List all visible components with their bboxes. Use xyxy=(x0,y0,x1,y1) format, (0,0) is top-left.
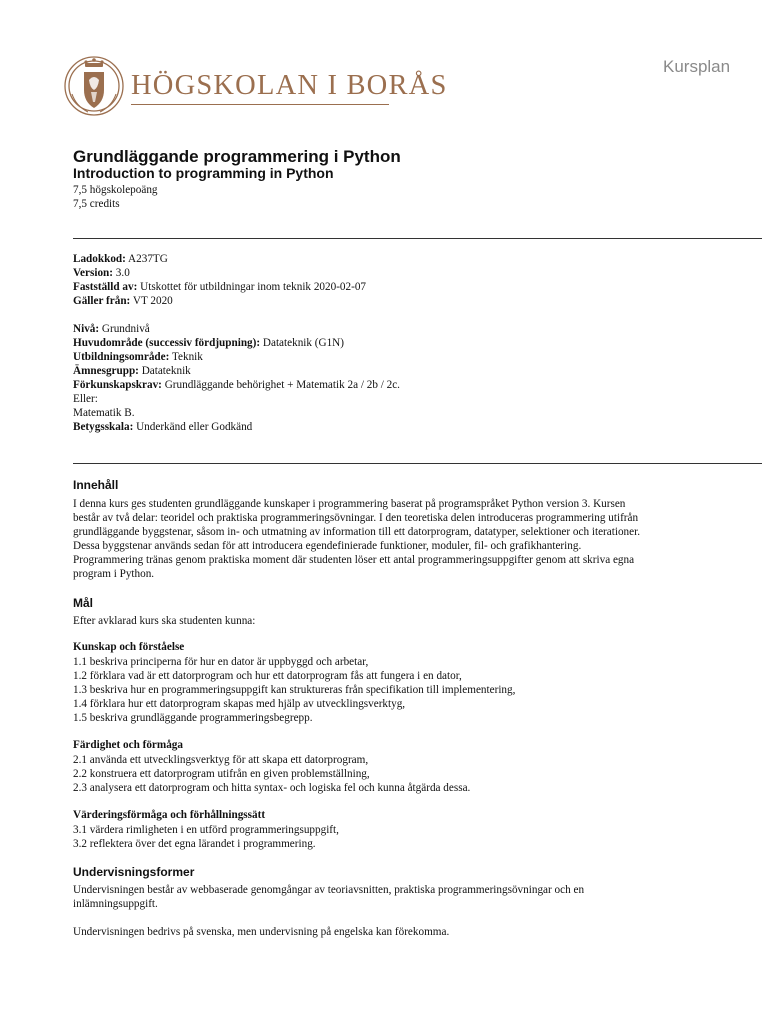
meta-value: Datateknik xyxy=(141,365,191,377)
list-item: 3.2 reflektera över det egna lärandet i programmering. xyxy=(73,838,316,850)
meta-label: Huvudområde (successiv fördjupning): xyxy=(73,337,261,349)
meta-value: Grundnivå xyxy=(101,323,150,335)
meta-label: Ladokkod: xyxy=(73,253,126,265)
meta-value: Utskottet för utbildningar inom teknik 2020-02-07 xyxy=(140,281,367,293)
text-line: består av två delar: teoridel och praktiska programmeringsövningar. I den teoretiska delen introduceras programmering utifrån xyxy=(73,512,639,524)
meta-value: Grundläggande behörighet + Matematik 2a / 2b / 2c. xyxy=(164,379,400,391)
text-line: grundläggande byggstenar, såsom in- och utmatning av information till ett datorprogram, datatyper, selektioner och iterationer. xyxy=(73,526,641,538)
meta-value: VT 2020 xyxy=(132,295,173,307)
text-line: Undervisningen består av webbaserade genomgångar av teoriavsnitten, praktiska programmeringsövningar och en xyxy=(73,884,585,896)
course-title-en: Introduction to programming in Python xyxy=(73,165,334,181)
meta-value: Underkänd eller Godkänd xyxy=(136,421,253,433)
subheading-kunskap: Kunskap och förståelse xyxy=(73,641,185,653)
subheading-fardighet: Färdighet och förmåga xyxy=(73,739,183,751)
list-item: 2.3 analysera ett datorprogram och hitta syntax- och logiska fel och kunna åtgärda dessa. xyxy=(73,782,471,794)
undervisning-paragraph-1 xyxy=(73,883,763,911)
meta-label: Fastställd av: xyxy=(73,281,138,293)
kunskap-list xyxy=(73,655,763,725)
meta-label: Nivå: xyxy=(73,323,100,335)
text-line: Programmering tränas genom praktiska moment där studenten löser ett antal programmeringsuppgifter genom att skriva egna xyxy=(73,554,635,566)
meta-niva xyxy=(73,322,150,336)
meta-utbildningsomrade xyxy=(73,350,203,364)
divider xyxy=(73,463,762,464)
meta-faststalld xyxy=(73,280,366,294)
meta-version xyxy=(73,266,130,280)
list-item: 1.3 beskriva hur en programmeringsuppgift kan struktureras från specifikation till implementering, xyxy=(73,684,516,696)
list-item: 3.1 värdera rimligheten i en utförd programmeringsuppgift, xyxy=(73,824,339,836)
meta-label: Gäller från: xyxy=(73,295,131,307)
innehall-paragraph xyxy=(73,497,763,581)
text-line: I denna kurs ges studenten grundläggande kunskaper i programmering baserat på programspråket Python version 3. Kursen xyxy=(73,498,626,510)
meta-value: Teknik xyxy=(171,351,203,363)
credits-sv: 7,5 högskolepoäng xyxy=(73,184,158,196)
text-line: inlämningsuppgift. xyxy=(73,898,158,910)
credits-en: 7,5 credits xyxy=(73,198,120,210)
vardering-list xyxy=(73,823,763,851)
meta-label: Version: xyxy=(73,267,113,279)
undervisning-paragraph-2 xyxy=(73,925,763,939)
section-heading-innehall: Innehåll xyxy=(73,478,119,492)
document-type-label: Kursplan xyxy=(663,57,731,76)
meta-huvudomrade xyxy=(73,336,344,350)
list-item: 2.1 använda ett utvecklingsverktyg för att skapa ett datorprogram, xyxy=(73,754,369,766)
meta-eller: Eller: xyxy=(73,393,98,405)
meta-label: Förkunskapskrav: xyxy=(73,379,162,391)
meta-label: Betygsskala: xyxy=(73,421,134,433)
meta-label: Utbildningsområde: xyxy=(73,351,170,363)
meta-value: A237TG xyxy=(128,253,168,265)
meta-label: Ämnesgrupp: xyxy=(73,365,139,377)
list-item: 1.2 förklara vad är ett datorprogram och hur ett datorprogram fås att fungera i en dator, xyxy=(73,670,462,682)
divider xyxy=(73,238,762,239)
meta-value: 3.0 xyxy=(115,267,130,279)
course-title-sv: Grundläggande programmering i Python xyxy=(73,147,401,166)
meta-amnesgrupp xyxy=(73,364,191,378)
text-line: Undervisningen bedrivs på svenska, men undervisning på engelska kan förekomma. xyxy=(73,926,450,938)
subheading-vardering: Värderingsförmåga och förhållningssätt xyxy=(73,809,266,821)
meta-galler-fran xyxy=(73,294,173,308)
logo-underline xyxy=(131,104,389,105)
list-item: 2.2 konstruera ett datorprogram utifrån en given problemställning, xyxy=(73,768,370,780)
meta-forkunskapskrav xyxy=(73,378,400,392)
meta-matematik: Matematik B. xyxy=(73,407,135,419)
mal-intro: Efter avklarad kurs ska studenten kunna: xyxy=(73,615,256,627)
text-line: program i Python. xyxy=(73,568,155,580)
section-heading-mal: Mål xyxy=(73,596,94,610)
university-name-logo: HÖGSKOLAN I BORÅS xyxy=(131,70,448,101)
list-item: 1.4 förklara hur ett datorprogram skapas med hjälp av utvecklingsverktyg, xyxy=(73,698,406,710)
text-line: Dessa byggstenar används sedan för att introducera egendefinierade funktioner, moduler, fil- och grafikhantering. xyxy=(73,540,582,552)
meta-value: Datateknik (G1N) xyxy=(262,337,344,349)
list-item: 1.5 beskriva grundläggande programmeringsbegrepp. xyxy=(73,712,313,724)
fardighet-list xyxy=(73,753,763,795)
section-heading-undervisningsformer: Undervisningsformer xyxy=(73,865,195,879)
list-item: 1.1 beskriva principerna för hur en dator är uppbyggd och arbetar, xyxy=(73,656,369,668)
meta-betygsskala xyxy=(73,420,252,434)
meta-ladokkod xyxy=(73,252,168,266)
university-seal-logo xyxy=(62,54,126,118)
